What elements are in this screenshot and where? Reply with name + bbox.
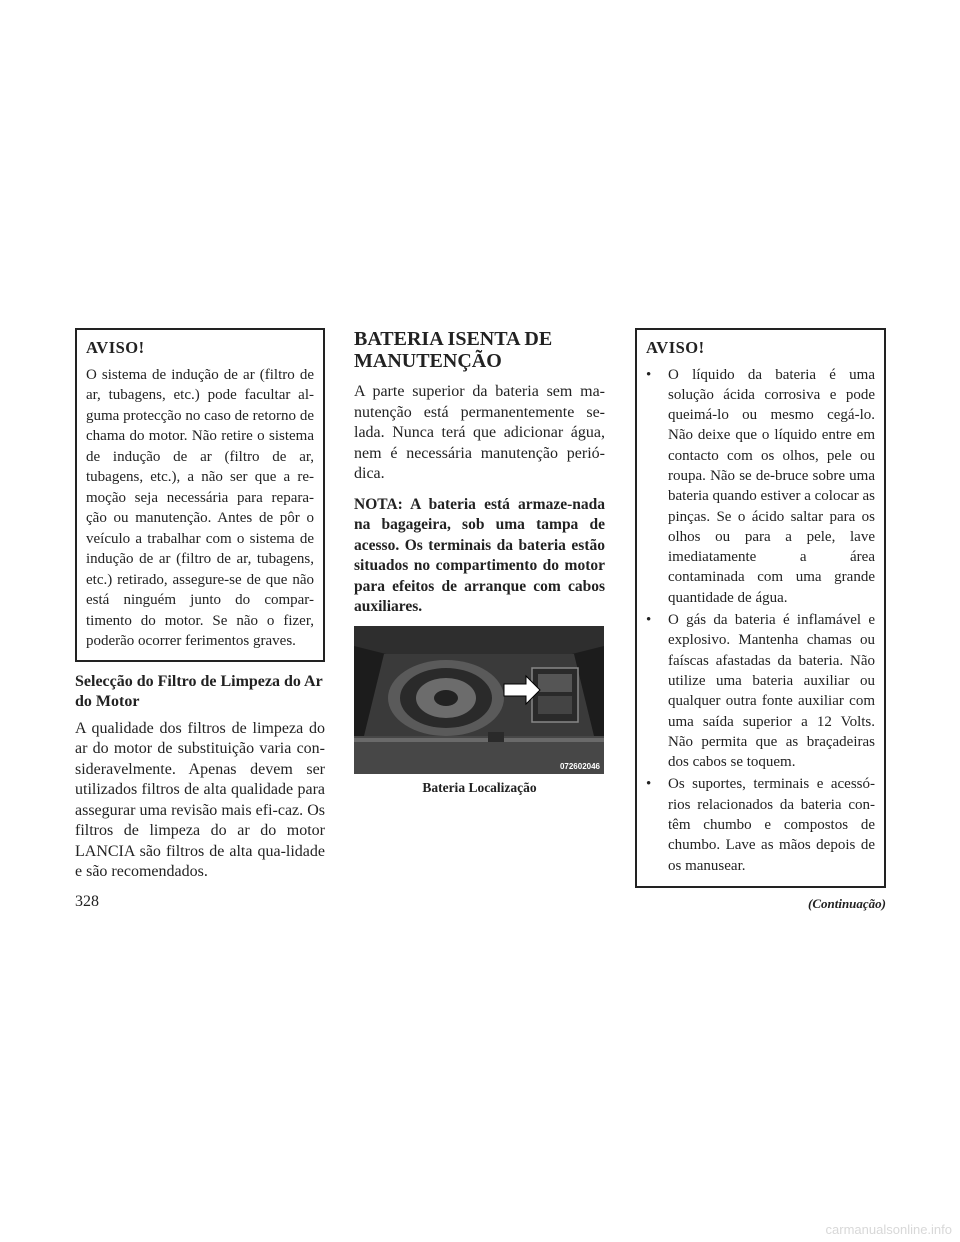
- warning-title: AVISO!: [86, 338, 145, 357]
- list-item: • O gás da bateria é inflamável e explosivo. Mantenha chamas ou faíscas afastadas da bateria. Não utilize uma bateria auxiliar ou qualquer outra fonte auxiliar com uma saída superior a 12 Volts. Não permita que as braçadeiras dos cabos se toquem.: [646, 612, 875, 771]
- figure-caption: Bateria Localização: [422, 779, 537, 795]
- left-column: [75, 328, 325, 883]
- battery-location-figure: [354, 626, 604, 774]
- figure-code: 072602046: [559, 761, 600, 771]
- warning-box: [635, 328, 886, 888]
- section-subheading: Selecção do Filtro de Limpeza do Ar do Motor: [75, 672, 323, 710]
- warning-text: O sistema de indução de ar (filtro de ar, tubagens, etc.) pode facultar al-guma protecção no caso de retorno de chama do motor. Não retire o sistema de indução de ar (filtro de ar, tubagens, etc.), a não ser que a re-moção seja necessária para repara-ção ou manutenção. Antes de pôr o veículo a trabalhar com o sistema de indução de ar (filtro de ar, tubagens, etc.) retirado, assegure-se de que não está ninguém junto do compar-timento do motor. Se não o fizer, poderão ocorrer ferimentos graves.: [86, 366, 314, 649]
- bullet-icon: •: [646, 612, 652, 629]
- warning-title: AVISO!: [646, 338, 705, 357]
- list-item: • Os suportes, terminais e acessó-rios relacionados da bateria con-têm chumbo e compostos de chumbo. Lave as mãos depois de os manusear.: [646, 776, 875, 874]
- body-paragraph: A parte superior da bateria sem ma-nutenção está permanentemente se-lada. Nunca terá que adicionar água, nem é necessária manutenção perió-dica.: [354, 383, 605, 482]
- bullet-icon: •: [646, 776, 652, 793]
- note-paragraph: NOTA: A bateria está armaze-nada na bagageira, sob uma tampa de acesso. Os terminais da bateria estão situados no compartimento do motor para efeitos de arranque com cabos auxiliares.: [354, 495, 605, 615]
- bullet-icon: •: [646, 366, 652, 383]
- trunk-photo-illustration: [354, 626, 604, 774]
- right-column: [635, 328, 886, 912]
- middle-column: [354, 328, 605, 796]
- continuation-note: (Continuação): [807, 895, 886, 911]
- section-heading: BATERIA ISENTA DE MANUTENÇÃO: [354, 328, 553, 372]
- footer-watermark: carmanualsonline.info: [825, 1222, 952, 1237]
- warning-bullet-list: [646, 365, 875, 876]
- list-item: • O líquido da bateria é uma solução ácida corrosiva e pode queimá-lo ou mesmo cegá-lo. Não deixe que o líquido entre em contacto com os olhos, pele ou roupa. Não se de-bruce sobre uma bateria quando estiver a colocar as pinças. Se o ácido saltar para os olhos ou para a pele, lave imediatamente a área contaminada com uma grande quantidade de água.: [646, 366, 875, 606]
- warning-box: [75, 328, 325, 662]
- body-paragraph: A qualidade dos filtros de limpeza do ar do motor de substituição varia con-sideravelmente. Apenas devem ser utilizados filtros de alta qualidade para assegurar uma revisão mais efi-caz. Os filtros de limpeza do ar do motor LANCIA são filtros de alta qua-lidade e são recomendados.: [75, 719, 325, 880]
- page-number: 328: [75, 893, 99, 910]
